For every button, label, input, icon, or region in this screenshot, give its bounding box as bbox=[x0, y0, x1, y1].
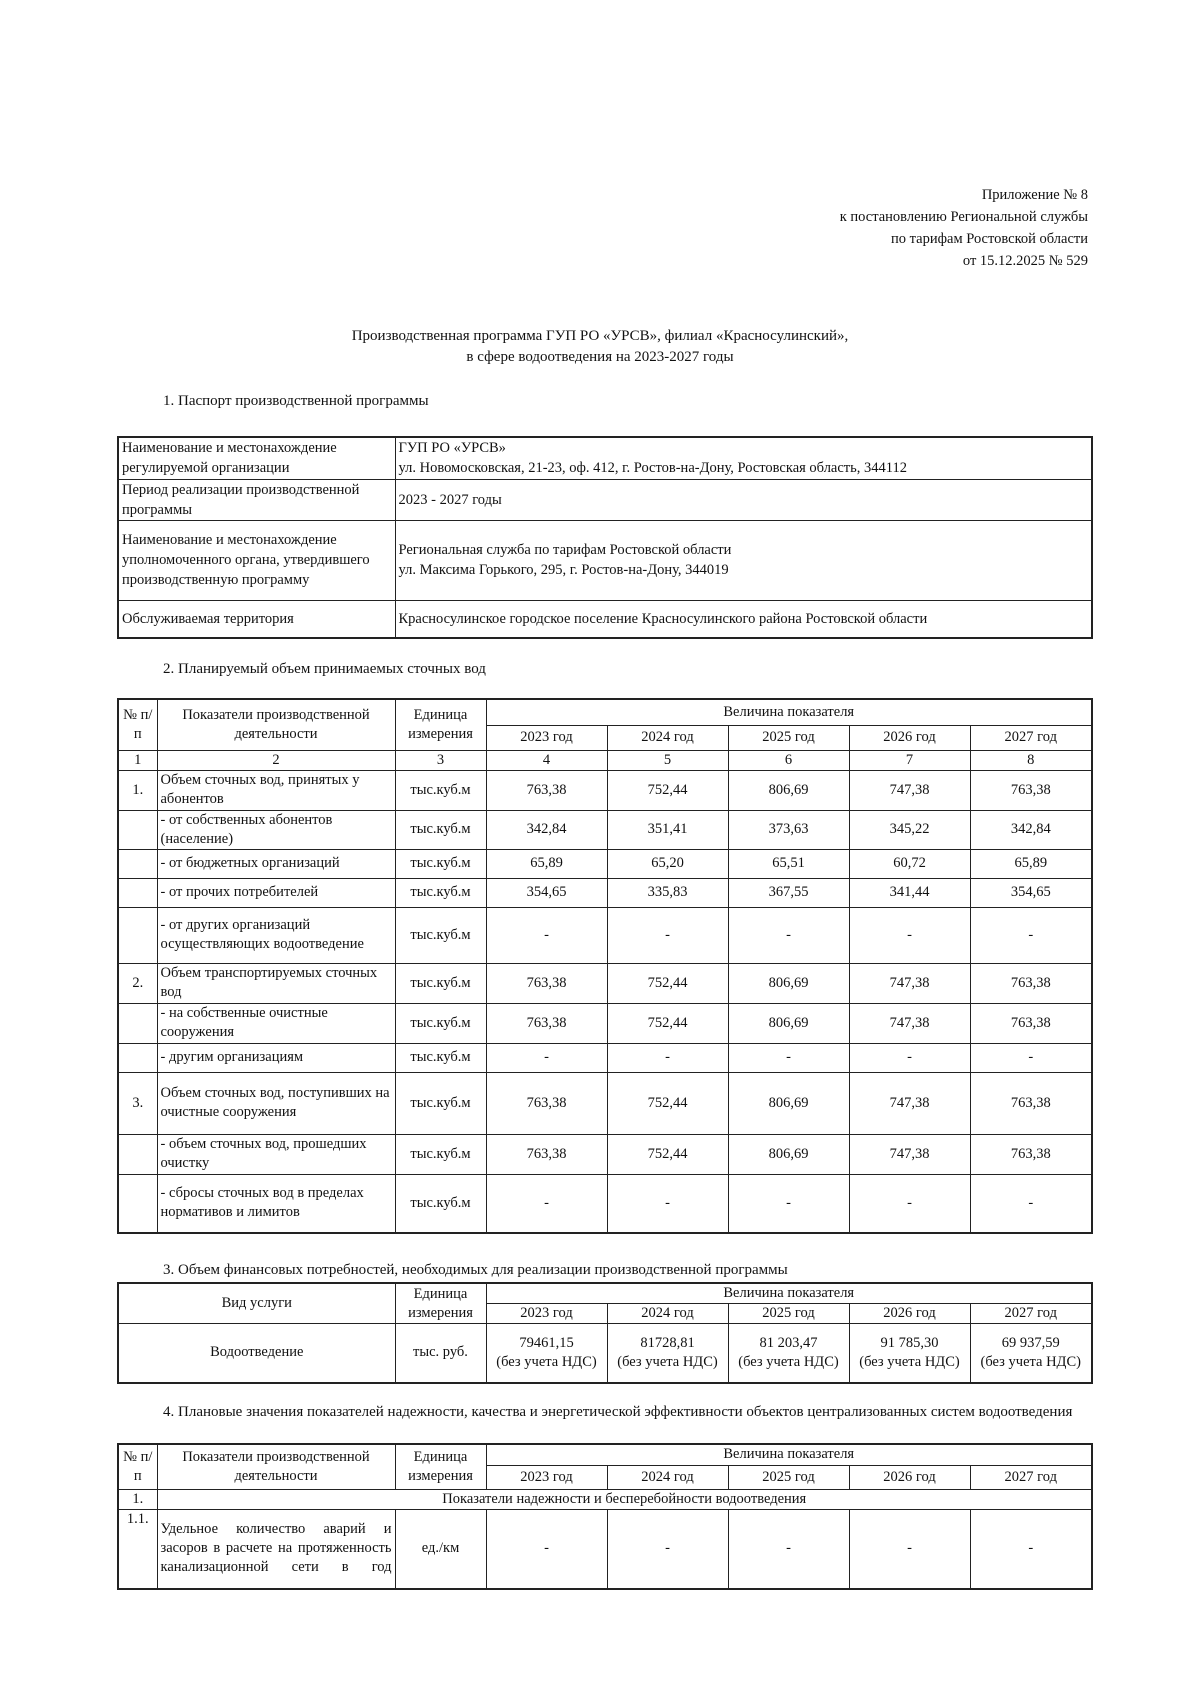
indicator-value: 763,38 bbox=[970, 1072, 1092, 1134]
col-unit-header: Единица измерения bbox=[395, 1444, 486, 1489]
row-number bbox=[118, 1043, 157, 1072]
indicator-row bbox=[118, 810, 1092, 849]
appendix-number: Приложение № 8 bbox=[981, 187, 1088, 203]
year-header: 2025 год bbox=[728, 1304, 849, 1324]
passport-value bbox=[395, 437, 1092, 479]
indicator-value: 763,38 bbox=[970, 963, 1092, 1003]
col-indicator-header: Показатели производственной деятельности bbox=[157, 699, 395, 750]
financial-value bbox=[728, 1324, 849, 1383]
title-line-1: Производственная программа ГУП РО «УРСВ», филиал «Красносулинский», bbox=[351, 328, 849, 344]
year-header: 2025 год bbox=[728, 1465, 849, 1489]
passport-label: Обслуживаемая территория bbox=[118, 600, 395, 638]
indicator-value: - bbox=[849, 1174, 970, 1233]
column-index: 2 bbox=[157, 750, 395, 770]
indicator-value: - bbox=[728, 907, 849, 963]
service-unit: тыс. руб. bbox=[395, 1324, 486, 1383]
col-value-header: Величина показателя bbox=[486, 1283, 1092, 1304]
amount: 79461,15 bbox=[519, 1334, 574, 1351]
indicator-value: - bbox=[849, 907, 970, 963]
row-number: 1. bbox=[118, 770, 157, 810]
col-num-header: № п/п bbox=[118, 1444, 157, 1489]
year-header: 2027 год bbox=[970, 1304, 1092, 1324]
column-index: 5 bbox=[607, 750, 728, 770]
year-header: 2026 год bbox=[849, 1465, 970, 1489]
indicator-value: - bbox=[607, 907, 728, 963]
indicator-value: - bbox=[970, 1174, 1092, 1233]
passport-label: Период реализации производственной программы bbox=[118, 479, 395, 520]
financial-value bbox=[970, 1324, 1092, 1383]
indicator-unit: тыс.куб.м bbox=[395, 1072, 486, 1134]
indicator-value: 354,65 bbox=[486, 878, 607, 907]
indicator-value: 373,63 bbox=[728, 810, 849, 849]
row-number bbox=[118, 1003, 157, 1043]
row-number bbox=[118, 907, 157, 963]
service-name: Водоотведение bbox=[118, 1324, 395, 1383]
passport-value: 2023 - 2027 годы bbox=[395, 479, 1092, 520]
passport-row bbox=[118, 479, 1092, 520]
col-unit-header: Единица измерения bbox=[395, 699, 486, 750]
section-4-heading: 4. Плановые значения показателей надежности, качества и энергетической эффективности объектов централизованных систем водоотведения bbox=[163, 1404, 1073, 1420]
column-index: 7 bbox=[849, 750, 970, 770]
indicator-name: - от других организаций осуществляющих водоотведение bbox=[157, 907, 395, 963]
indicator-value: 763,38 bbox=[970, 1003, 1092, 1043]
indicator-value: 351,41 bbox=[607, 810, 728, 849]
financial-value bbox=[607, 1324, 728, 1383]
passport-value: Красносулинское городское поселение Красносулинского района Ростовской области bbox=[395, 600, 1092, 638]
indicator-value: 806,69 bbox=[728, 770, 849, 810]
indicator-unit: тыс.куб.м bbox=[395, 907, 486, 963]
year-header: 2027 год bbox=[970, 725, 1092, 750]
indicator-name: - на собственные очистные сооружения bbox=[157, 1003, 395, 1043]
indicator-value: - bbox=[607, 1174, 728, 1233]
indicator-unit: тыс.куб.м bbox=[395, 1043, 486, 1072]
row-number bbox=[118, 878, 157, 907]
indicator-value: - bbox=[728, 1043, 849, 1072]
indicator-value: - bbox=[486, 907, 607, 963]
vat-note: (без учета НДС) bbox=[980, 1353, 1081, 1370]
indicator-value: 65,89 bbox=[486, 849, 607, 878]
financial-value bbox=[486, 1324, 607, 1383]
indicator-value: - bbox=[607, 1043, 728, 1072]
passport-table bbox=[117, 436, 1093, 639]
indicator-value: 806,69 bbox=[728, 963, 849, 1003]
financial-row bbox=[118, 1324, 1092, 1383]
indicator-name: - от бюджетных организаций bbox=[157, 849, 395, 878]
indicator-value: 763,38 bbox=[486, 963, 607, 1003]
indicator-value: 367,55 bbox=[728, 878, 849, 907]
indicator-value: 752,44 bbox=[607, 1003, 728, 1043]
year-header: 2027 год bbox=[970, 1465, 1092, 1489]
indicator-row bbox=[118, 878, 1092, 907]
passport-row bbox=[118, 520, 1092, 600]
year-header: 2026 год bbox=[849, 1304, 970, 1324]
indicator-name: - объем сточных вод, прошедших очистку bbox=[157, 1134, 395, 1174]
row-number bbox=[118, 810, 157, 849]
passport-label: Наименование и местонахождение регулируемой организации bbox=[118, 437, 395, 479]
amount: 91 785,30 bbox=[880, 1334, 939, 1351]
indicator-value: - bbox=[970, 1509, 1092, 1589]
indicator-row bbox=[118, 1134, 1092, 1174]
indicator-unit: ед./км bbox=[395, 1509, 486, 1589]
amount: 81 203,47 bbox=[759, 1334, 818, 1351]
title-line-2: в сфере водоотведения на 2023-2027 годы bbox=[466, 349, 734, 365]
vat-note: (без учета НДС) bbox=[496, 1353, 597, 1370]
financial-needs-table bbox=[117, 1282, 1093, 1384]
indicator-value: 763,38 bbox=[486, 1072, 607, 1134]
appendix-date: от 15.12.2025 № 529 bbox=[962, 253, 1088, 269]
indicator-value: 747,38 bbox=[849, 1003, 970, 1043]
amount: 81728,81 bbox=[640, 1334, 695, 1351]
indicator-value: 335,83 bbox=[607, 878, 728, 907]
indicator-value: 65,51 bbox=[728, 849, 849, 878]
section-1-heading: 1. Паспорт производственной программы bbox=[163, 393, 429, 409]
row-number bbox=[118, 1134, 157, 1174]
row-number: 3. bbox=[118, 1072, 157, 1134]
group-row bbox=[118, 1489, 1092, 1509]
indicator-name: Удельное количество аварий и засоров в расчете на протяженность канализационной сети в год bbox=[157, 1509, 395, 1589]
indicator-value: 763,38 bbox=[970, 770, 1092, 810]
year-header: 2023 год bbox=[486, 1304, 607, 1324]
indicator-value: 354,65 bbox=[970, 878, 1092, 907]
indicator-value: 747,38 bbox=[849, 770, 970, 810]
passport-value bbox=[395, 520, 1092, 600]
indicator-value: 806,69 bbox=[728, 1072, 849, 1134]
indicator-name: - от собственных абонентов (население) bbox=[157, 810, 395, 849]
passport-row bbox=[118, 600, 1092, 638]
indicator-row bbox=[118, 1003, 1092, 1043]
indicator-value: - bbox=[970, 907, 1092, 963]
appendix-header bbox=[840, 184, 1088, 272]
indicator-row bbox=[118, 770, 1092, 810]
indicator-value: - bbox=[486, 1174, 607, 1233]
col-indicator-header: Показатели производственной деятельности bbox=[157, 1444, 395, 1489]
row-number: 2. bbox=[118, 963, 157, 1003]
indicator-name: - другим организациям bbox=[157, 1043, 395, 1072]
document-title bbox=[0, 326, 1200, 368]
organization-name: ГУП РО «УРСВ» bbox=[398, 440, 506, 457]
indicator-value: 806,69 bbox=[728, 1003, 849, 1043]
indicator-name: - от прочих потребителей bbox=[157, 878, 395, 907]
indicator-name: - сбросы сточных вод в пределах нормативов и лимитов bbox=[157, 1174, 395, 1233]
indicator-value: 752,44 bbox=[607, 963, 728, 1003]
indicator-value: 806,69 bbox=[728, 1134, 849, 1174]
passport-row bbox=[118, 437, 1092, 479]
indicator-value: 763,38 bbox=[486, 1003, 607, 1043]
indicator-unit: тыс.куб.м bbox=[395, 810, 486, 849]
year-header: 2025 год bbox=[728, 725, 849, 750]
indicator-value: 65,89 bbox=[970, 849, 1092, 878]
indicator-value: 342,84 bbox=[486, 810, 607, 849]
col-service-header: Вид услуги bbox=[118, 1283, 395, 1324]
col-value-header: Величина показателя bbox=[486, 1444, 1092, 1465]
indicator-row bbox=[118, 963, 1092, 1003]
indicator-row bbox=[118, 1509, 1092, 1589]
indicator-value: - bbox=[849, 1509, 970, 1589]
indicator-value: 752,44 bbox=[607, 1072, 728, 1134]
indicator-value: - bbox=[607, 1509, 728, 1589]
passport-label: Наименование и местонахождение уполномоченного органа, утвердившего производственную программу bbox=[118, 520, 395, 600]
indicator-unit: тыс.куб.м bbox=[395, 1174, 486, 1233]
indicator-value: 747,38 bbox=[849, 963, 970, 1003]
indicator-value: 763,38 bbox=[970, 1134, 1092, 1174]
indicator-unit: тыс.куб.м bbox=[395, 770, 486, 810]
indicator-value: 763,38 bbox=[486, 770, 607, 810]
financial-value bbox=[849, 1324, 970, 1383]
indicator-value: 763,38 bbox=[486, 1134, 607, 1174]
wastewater-volume-rows bbox=[118, 770, 1092, 1233]
indicator-row bbox=[118, 849, 1092, 878]
col-num-header: № п/п bbox=[118, 699, 157, 750]
row-number bbox=[118, 1174, 157, 1233]
vat-note: (без учета НДС) bbox=[859, 1353, 960, 1370]
row-number bbox=[118, 849, 157, 878]
indicator-name: Объем сточных вод, поступивших на очистные сооружения bbox=[157, 1072, 395, 1134]
indicator-unit: тыс.куб.м bbox=[395, 963, 486, 1003]
indicator-value: 341,44 bbox=[849, 878, 970, 907]
year-header: 2024 год bbox=[607, 725, 728, 750]
section-2-heading: 2. Планируемый объем принимаемых сточных вод bbox=[163, 661, 486, 677]
group-title: Показатели надежности и бесперебойности водоотведения bbox=[157, 1489, 1092, 1509]
column-index: 1 bbox=[118, 750, 157, 770]
year-header: 2024 год bbox=[607, 1465, 728, 1489]
column-index-row bbox=[118, 750, 1092, 770]
indicator-value: 747,38 bbox=[849, 1072, 970, 1134]
col-value-header: Величина показателя bbox=[486, 699, 1092, 725]
indicator-unit: тыс.куб.м bbox=[395, 1003, 486, 1043]
indicator-value: - bbox=[486, 1509, 607, 1589]
indicator-value: 345,22 bbox=[849, 810, 970, 849]
indicator-row bbox=[118, 1072, 1092, 1134]
column-index: 3 bbox=[395, 750, 486, 770]
indicator-value: - bbox=[970, 1043, 1092, 1072]
indicator-unit: тыс.куб.м bbox=[395, 849, 486, 878]
year-header: 2026 год bbox=[849, 725, 970, 750]
group-number: 1. bbox=[118, 1489, 157, 1509]
wastewater-volume-table bbox=[117, 698, 1093, 1234]
column-index: 4 bbox=[486, 750, 607, 770]
indicator-value: 752,44 bbox=[607, 1134, 728, 1174]
indicator-name: Объем сточных вод, принятых у абонентов bbox=[157, 770, 395, 810]
indicator-value: 752,44 bbox=[607, 770, 728, 810]
indicator-row bbox=[118, 907, 1092, 963]
section-3-heading: 3. Объем финансовых потребностей, необходимых для реализации производственной программы bbox=[163, 1262, 788, 1278]
vat-note: (без учета НДС) bbox=[738, 1353, 839, 1370]
indicator-number: 1.1. bbox=[118, 1509, 157, 1589]
indicator-value: 60,72 bbox=[849, 849, 970, 878]
indicator-value: - bbox=[849, 1043, 970, 1072]
column-index: 8 bbox=[970, 750, 1092, 770]
organization-address: ул. Новомосковская, 21-23, оф. 412, г. Ростов-на-Дону, Ростовская область, 344112 bbox=[398, 460, 907, 477]
year-header: 2023 год bbox=[486, 725, 607, 750]
indicator-row bbox=[118, 1043, 1092, 1072]
authority-address: ул. Максима Горького, 295, г. Ростов-на-Дону, 344019 bbox=[398, 562, 729, 578]
indicator-value: - bbox=[486, 1043, 607, 1072]
appendix-line-3: по тарифам Ростовской области bbox=[891, 231, 1088, 247]
indicator-unit: тыс.куб.м bbox=[395, 878, 486, 907]
indicator-value: - bbox=[728, 1509, 849, 1589]
reliability-indicators-table bbox=[117, 1443, 1093, 1590]
appendix-line-2: к постановлению Региональной службы bbox=[839, 209, 1088, 225]
year-header: 2024 год bbox=[607, 1304, 728, 1324]
amount: 69 937,59 bbox=[1001, 1334, 1060, 1351]
indicator-name: Объем транспортируемых сточных вод bbox=[157, 963, 395, 1003]
col-unit-header: Единица измерения bbox=[395, 1283, 486, 1324]
authority-name: Региональная служба по тарифам Ростовской области bbox=[398, 542, 732, 558]
indicator-row bbox=[118, 1174, 1092, 1233]
indicator-value: 65,20 bbox=[607, 849, 728, 878]
indicator-value: 342,84 bbox=[970, 810, 1092, 849]
column-index: 6 bbox=[728, 750, 849, 770]
indicator-unit: тыс.куб.м bbox=[395, 1134, 486, 1174]
year-header: 2023 год bbox=[486, 1465, 607, 1489]
indicator-value: - bbox=[728, 1174, 849, 1233]
indicator-value: 747,38 bbox=[849, 1134, 970, 1174]
vat-note: (без учета НДС) bbox=[617, 1353, 718, 1370]
